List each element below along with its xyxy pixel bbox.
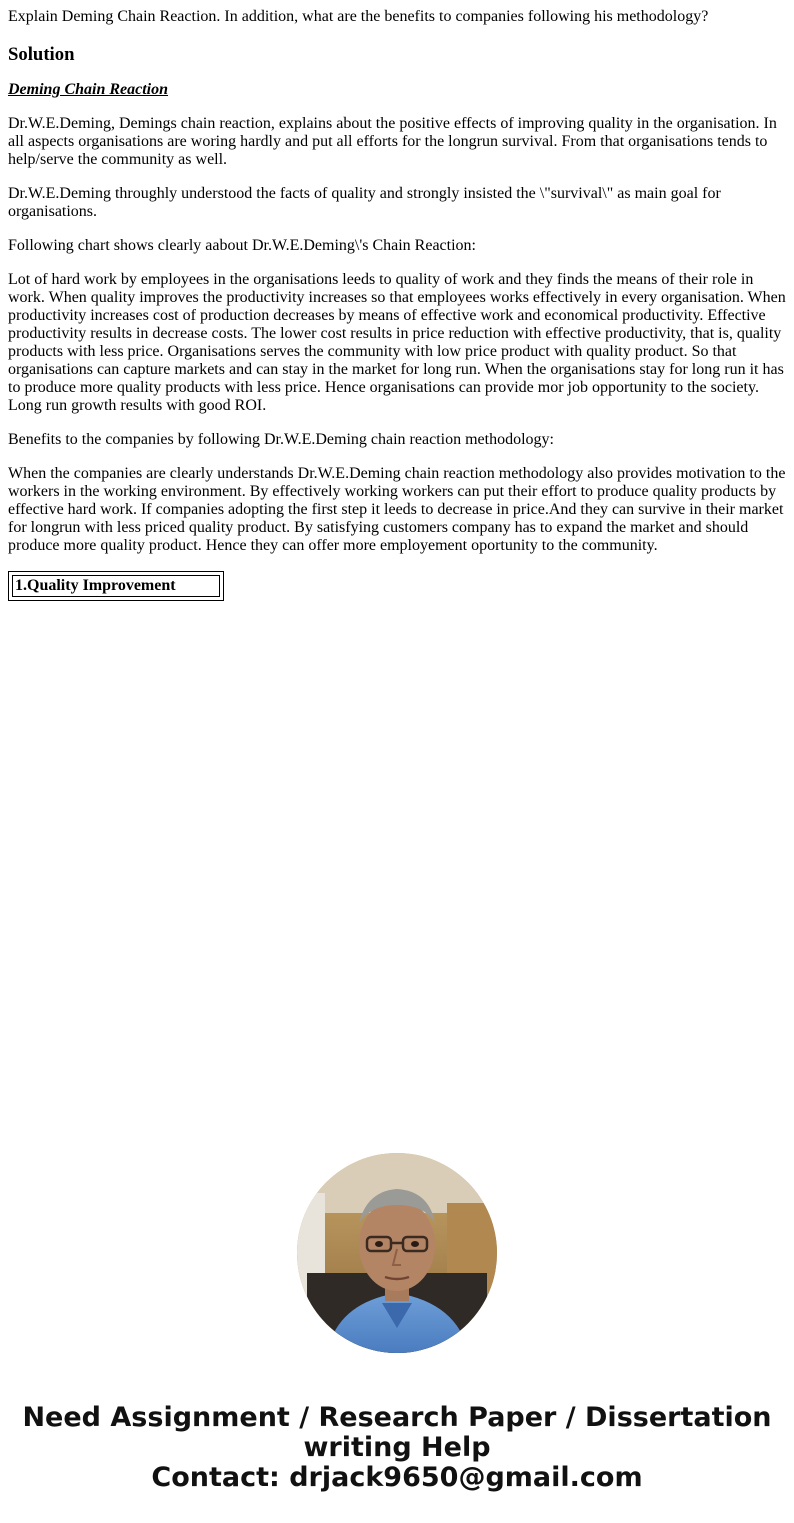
footer-contact — [0, 1403, 794, 1493]
person-photo-icon — [297, 1153, 497, 1353]
solution-heading: Solution — [8, 44, 75, 65]
paragraph-intro: Dr.W.E.Deming, Demings chain reaction, explains about the positive effects of improving quality in the organisation. In all aspects organisations are woring hardly and put all efforts for the longrun survival. From that organisations tends to help/serve the community as well. — [8, 115, 777, 168]
question-text: Explain Deming Chain Reaction. In addition, what are the benefits to companies following his methodology? — [8, 8, 709, 25]
author-avatar — [297, 1153, 497, 1353]
chain-chart-table — [8, 571, 224, 601]
paragraph-benefits-intro: Benefits to the companies by following Dr.W.E.Deming chain reaction methodology: — [8, 431, 554, 448]
chart-cell-quality-improvement: 1.Quality Improvement — [12, 575, 220, 597]
paragraph-survival: Dr.W.E.Deming throughly understood the facts of quality and strongly insisted the \"survival\" as main goal for organisations. — [8, 185, 721, 220]
paragraph-chart-intro: Following chart shows clearly aabout Dr.W.E.Deming\'s Chain Reaction: — [8, 237, 476, 254]
deming-subheading: Deming Chain Reaction — [8, 81, 169, 98]
document-body — [8, 8, 788, 606]
footer-help-text: Need Assignment / Research Paper / Dissertation writing Help — [22, 1402, 772, 1463]
paragraph-chain-explanation: Lot of hard work by employees in the organisations leeds to quality of work and they finds the means of their role in work. When quality improves the productivity increases so that employees works effectively in every organisation. When productivity increases cost of production decreases by means of effective work and economical productivity. Effective productivity results in decrease costs. The lower cost results in price reduction with effective productivity, that is, quality products with less price. Organisations serves the community with low price product with quality product. So that organisations can capture markets and can stay in the market for long run. When the organisations stay for long run it has to produce more quality products with less price. Hence organisations can provide mor job opportunity to the society. Long run growth results with good ROI. — [8, 271, 786, 414]
footer-contact-email: Contact: drjack9650@gmail.com — [151, 1462, 643, 1493]
paragraph-benefits: When the companies are clearly understands Dr.W.E.Deming chain reaction methodology also provides motivation to the workers in the working environment. By effectively working workers can put their effort to produce quality products by effective hard work. If companies adopting the first step it leeds to decrease in price.And they can survive in their market for longrun with less priced quality product. By satisfying customers company has to expand the market and should produce more quality product. Hence they can offer more employement oportunity to the community. — [8, 465, 786, 554]
